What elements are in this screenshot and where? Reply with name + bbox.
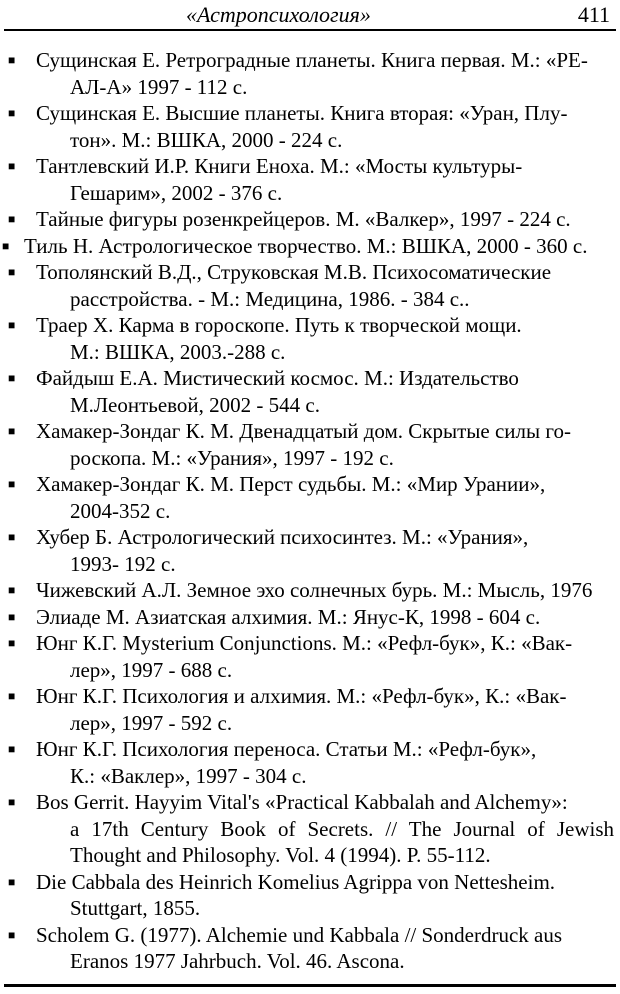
entry-line: Юнг К.Г. Психология и алхимия. М.: «Рефл-бук», К.: «Вак- [36,684,567,708]
entry-line: Stuttgart, 1855. [70,896,201,920]
bibliography-entry [0,789,620,869]
entry-line: Гешарим», 2002 - 376 с. [70,180,283,205]
bullet-icon: ■ [8,477,16,491]
bullet-icon: ■ [8,530,16,544]
bibliography-entry [0,206,620,233]
entry-line: Тантлевский И.Р. Книги Еноха. М.: «Мосты культуры- [36,154,523,178]
entry-line: Элиаде М. Азиатская алхимия. М.: Янус-К, 1998 - 604 с. [36,604,541,629]
entry-line: Тополянский В.Д., Струковская М.В. Психосоматические [36,260,552,284]
bibliography-entry [0,100,620,153]
entry-line: 1993- 192 с. [70,551,176,576]
bibliography-entry [0,524,620,577]
bibliography-entry [0,47,620,100]
bibliography-entry [0,736,620,789]
bibliography-entry [0,577,620,604]
entry-line: Юнг К.Г. Mysterium Conjunctions. М.: «Рефл-бук», К.: «Вак- [36,631,573,655]
bibliography-entry [0,604,620,631]
entry-line: Файдыш Е.А. Мистический космос. М.: Издательство [36,366,519,390]
entry-line: Сущинская Е. Ретроградные планеты. Книга первая. М.: «РЕ- [36,48,588,72]
header-rule [4,29,616,31]
bibliography-list [0,47,620,975]
bullet-icon: ■ [8,742,16,756]
entry-line: М.Леонтьевой, 2002 - 544 с. [70,392,320,417]
bullet-icon: ■ [8,636,16,650]
bibliography-entry [0,259,620,312]
entry-line: лер», 1997 - 592 с. [70,710,233,735]
entry-line: Тайные фигуры розенкрейцеров. М. «Валкер», 1997 - 224 с. [36,207,571,231]
bullet-icon: ■ [8,265,16,279]
bullet-icon: ■ [8,159,16,173]
bibliography-entry [0,418,620,471]
bibliography-entry [0,630,620,683]
bullet-icon: ■ [8,927,16,942]
entry-line: К.: «Ваклер», 1997 - 304 с. [70,763,307,788]
footer-rule [4,984,616,987]
bibliography-entry [0,922,620,975]
entry-line: М.: ВШКА, 2003.-288 с. [70,339,286,364]
bullet-icon: ■ [8,795,16,809]
bibliography-entry [0,153,620,206]
entry-line: Хамакер-Зондаг К. М. Двенадцатый дом. Скрытые силы го- [36,419,571,443]
entry-line: Scholem G. (1977). Alchemie und Kabbala // Sonderdruck aus [36,922,563,947]
bullet-icon: ■ [2,238,10,253]
bibliography-entry [0,869,620,922]
entry-line: Сущинская Е. Высшие планеты. Книга вторая: «Уран, Плу- [36,101,568,125]
bullet-icon: ■ [8,583,16,597]
entry-line: тон». М.: ВШКА, 2000 - 224 с. [70,127,343,152]
bullet-icon: ■ [8,424,16,438]
bibliography-entry [0,471,620,524]
bullet-icon: ■ [8,874,16,889]
entry-line: Тиль Н. Астрологическое творчество. М.: ВШКА, 2000 - 360 с. [24,233,588,258]
bullet-icon: ■ [8,53,16,67]
entry-line: Хубер Б. Астрологический психосинтез. М.: «Урания», [36,525,529,549]
entry-line: Траер Х. Карма в гороскопе. Путь к творческой мощи. [36,313,522,337]
bibliography-entry [0,312,620,365]
entry-line: Die Cabbala des Heinrich Komelius Agrippa von Nettesheim. [36,869,556,894]
bibliography-entry [0,683,620,736]
entry-line: Eranos 1977 Jahrbuch. Vol. 46. Ascona. [70,949,405,973]
page-header [0,0,620,32]
page-number: 411 [577,2,610,27]
bullet-icon: ■ [8,212,16,226]
bullet-icon: ■ [8,318,16,332]
bullet-icon: ■ [8,106,16,120]
entry-line: АЛ-А» 1997 - 112 с. [70,74,248,99]
running-title: «Астропсихология» [186,2,371,27]
bullet-icon: ■ [8,371,16,385]
bibliography-entry [0,365,620,418]
entry-line: Хамакер-Зондаг К. М. Перст судьбы. М.: «Мир Урании», [36,472,546,496]
entry-line: a 17th Century Book of Secrets. // The Journal of Jewish [70,816,614,841]
entry-line: лер», 1997 - 688 с. [70,657,233,682]
entry-line: 2004-352 с. [70,498,171,523]
entry-line: расстройства. - М.: Медицина, 1986. - 384 с.. [70,286,470,311]
entry-line: Thought and Philosophy. Vol. 4 (1994). P. 55-112. [70,843,491,867]
entry-line: роскопа. М.: «Урания», 1997 - 192 с. [70,445,394,470]
entry-line: Юнг К.Г. Психология переноса. Статьи М.: «Рефл-бук», [36,737,537,761]
entry-line: Чижевский А.Л. Земное эхо солнечных бурь. М.: Мысль, 1976 [36,578,593,602]
entry-line: Bos Gerrit. Hayyim Vital's «Practical Kabbalah and Alchemy»: [36,790,568,814]
bullet-icon: ■ [8,689,16,703]
bibliography-entry [0,233,620,260]
bullet-icon: ■ [8,609,16,624]
